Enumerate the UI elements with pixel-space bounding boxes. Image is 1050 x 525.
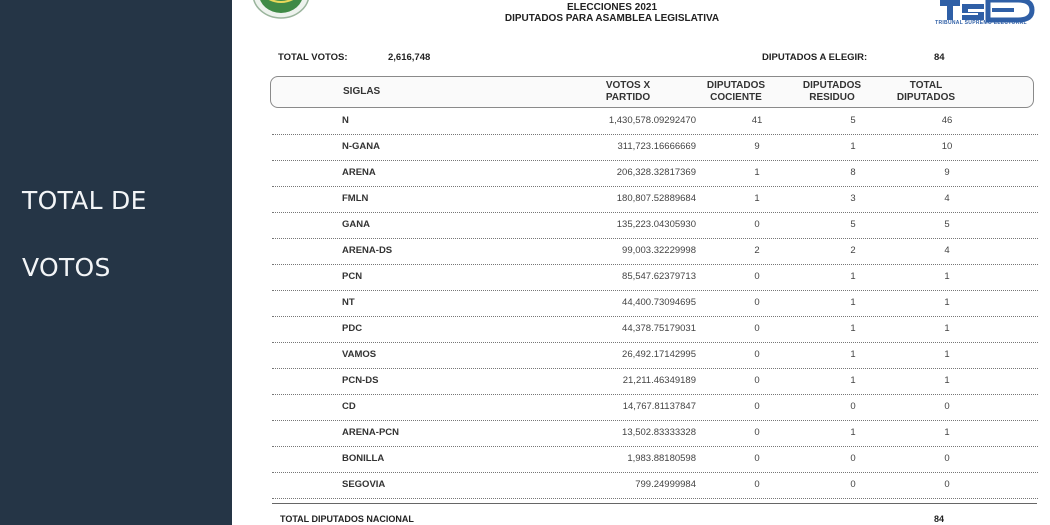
cell-siglas: ARENA [342, 167, 376, 178]
column-header-votos [583, 80, 673, 104]
cell-votos: 13,502.83333328 [622, 427, 696, 438]
cell-cociente: 0 [754, 427, 760, 438]
cell-siglas: VAMOS [342, 349, 377, 360]
cell-votos: 206,328.32817369 [616, 167, 696, 178]
cell-votos: 26,492.17142995 [622, 349, 696, 360]
cell-cociente: 0 [754, 349, 760, 360]
row-divider [272, 472, 1038, 473]
cell-total: 0 [944, 401, 950, 412]
table-row [272, 160, 1038, 186]
table-row [272, 420, 1038, 446]
cell-total: 10 [941, 141, 953, 152]
report-title: ELECCIONES 2021 [566, 2, 658, 13]
row-divider [272, 160, 1038, 161]
cell-siglas: N [342, 115, 349, 126]
table-row [272, 446, 1038, 472]
table-row [272, 290, 1038, 316]
seats-to-elect-value: 84 [934, 52, 945, 63]
cell-votos: 799.24999984 [635, 479, 696, 490]
cell-residuo: 5 [850, 115, 856, 126]
cell-votos: 311,723.16666669 [617, 141, 696, 152]
cell-siglas: N-GANA [342, 141, 380, 152]
row-divider [272, 342, 1038, 343]
cell-cociente: 0 [754, 323, 760, 334]
cell-cociente: 9 [754, 141, 760, 152]
table-row [272, 394, 1038, 420]
cell-votos: 85,547.62379713 [622, 271, 696, 282]
cell-residuo: 1 [850, 427, 856, 438]
cell-total: 1 [944, 375, 950, 386]
total-votes-label: TOTAL VOTOS: [278, 52, 348, 63]
cell-residuo: 0 [850, 479, 856, 490]
column-header-text: SIGLAS [343, 86, 381, 97]
table-row [272, 316, 1038, 342]
cell-total: 5 [944, 219, 950, 230]
cell-total: 1 [944, 323, 950, 334]
cell-votos: 44,400.73094695 [622, 297, 696, 308]
cell-total: 46 [941, 115, 953, 126]
cell-total: 1 [944, 297, 950, 308]
cell-cociente: 0 [754, 375, 760, 386]
cell-votos: 14,767.81137847 [622, 401, 696, 412]
row-divider [272, 446, 1038, 447]
column-header-residuo [787, 80, 877, 104]
cell-votos: 1,430,578.09292470 [608, 115, 696, 126]
cell-cociente: 2 [754, 245, 760, 256]
cell-siglas: BONILLA [342, 453, 385, 464]
footer-divider [272, 503, 1037, 504]
cell-cociente: 1 [754, 193, 760, 204]
cell-residuo: 0 [850, 453, 856, 464]
column-header-total [881, 80, 971, 104]
cell-residuo: 1 [850, 323, 856, 334]
row-divider [272, 420, 1038, 421]
cell-total: 9 [944, 167, 950, 178]
cell-total: 4 [944, 245, 950, 256]
cell-cociente: 1 [754, 167, 760, 178]
total-votes-value: 2,616,748 [388, 52, 431, 63]
column-header-line2: RESIDUO [809, 92, 855, 103]
table-row [272, 264, 1038, 290]
row-divider [272, 238, 1038, 239]
row-divider [272, 212, 1038, 213]
cell-siglas: PDC [342, 323, 363, 334]
cell-siglas: NT [342, 297, 355, 308]
column-header-line1: DIPUTADOS [802, 80, 862, 91]
row-divider [272, 316, 1038, 317]
cell-residuo: 2 [850, 245, 856, 256]
column-header-line2: DIPUTADOS [896, 92, 956, 103]
results-document [232, 0, 1050, 525]
seats-to-elect-label: DIPUTADOS A ELEGIR: [762, 52, 868, 63]
cell-residuo: 1 [850, 271, 856, 282]
row-divider [272, 134, 1038, 135]
table-row [272, 368, 1038, 394]
cell-siglas: ARENA-DS [342, 245, 393, 256]
cell-votos: 21,211.46349189 [622, 375, 696, 386]
cell-votos: 135,223.04305930 [616, 219, 696, 230]
cell-residuo: 1 [850, 375, 856, 386]
total-seats-national-label: TOTAL DIPUTADOS NACIONAL [280, 514, 414, 524]
row-divider [272, 498, 1038, 499]
row-divider [272, 290, 1038, 291]
cell-siglas: PCN [342, 271, 363, 282]
cell-siglas: PCN-DS [342, 375, 379, 386]
table-row [272, 472, 1038, 498]
el-salvador-coat-of-arms-icon [250, 0, 312, 20]
cell-cociente: 0 [754, 271, 760, 282]
cell-votos: 44,378.75179031 [622, 323, 696, 334]
cell-total: 0 [944, 479, 950, 490]
cell-total: 1 [944, 427, 950, 438]
cell-votos: 180,807.52889684 [616, 193, 696, 204]
cell-residuo: 1 [850, 141, 856, 152]
report-subtitle: DIPUTADOS PARA ASAMBLEA LEGISLATIVA [504, 13, 720, 24]
cell-cociente: 41 [751, 115, 763, 126]
cell-total: 4 [944, 193, 950, 204]
sidebar-title-line1: TOTAL DE [22, 186, 147, 215]
sidebar-title-line2: VOTOS [22, 253, 111, 282]
cell-residuo: 1 [850, 349, 856, 360]
cell-siglas: GANA [342, 219, 370, 230]
cell-cociente: 0 [754, 479, 760, 490]
table-header [270, 76, 1034, 108]
row-divider [272, 368, 1038, 369]
column-header-line1: DIPUTADOS [706, 80, 766, 91]
row-divider [272, 264, 1038, 265]
cell-total: 0 [944, 453, 950, 464]
column-header-line1: VOTOS X [605, 80, 651, 91]
cell-siglas: ARENA-PCN [342, 427, 399, 438]
tse-logo-caption: TRIBUNAL SUPREMO ELECTORAL [935, 20, 1027, 26]
cell-residuo: 3 [850, 193, 856, 204]
column-header-line2: COCIENTE [710, 92, 762, 103]
table-row [272, 108, 1038, 134]
table-row [272, 134, 1038, 160]
cell-votos: 1,983.88180598 [627, 453, 696, 464]
column-header-line2: PARTIDO [605, 92, 651, 103]
table-row [272, 212, 1038, 238]
cell-cociente: 0 [754, 453, 760, 464]
cell-cociente: 0 [754, 297, 760, 308]
table-row [272, 238, 1038, 264]
cell-total: 1 [944, 271, 950, 282]
column-header-line1: TOTAL [909, 80, 943, 91]
cell-siglas: CD [342, 401, 356, 412]
total-seats-national-value: 84 [934, 514, 945, 524]
row-divider [272, 394, 1038, 395]
cell-cociente: 0 [754, 219, 760, 230]
cell-cociente: 0 [754, 401, 760, 412]
table-row [272, 186, 1038, 212]
sidebar-panel [0, 0, 232, 525]
cell-residuo: 5 [850, 219, 856, 230]
cell-siglas: SEGOVIA [342, 479, 386, 490]
cell-siglas: FMLN [342, 193, 369, 204]
cell-residuo: 0 [850, 401, 856, 412]
column-header-siglas [343, 86, 380, 98]
cell-residuo: 8 [850, 167, 856, 178]
cell-votos: 99,003.32229998 [622, 245, 696, 256]
column-header-cociente [691, 80, 781, 104]
cell-residuo: 1 [850, 297, 856, 308]
row-divider [272, 186, 1038, 187]
table-row [272, 342, 1038, 368]
cell-total: 1 [944, 349, 950, 360]
